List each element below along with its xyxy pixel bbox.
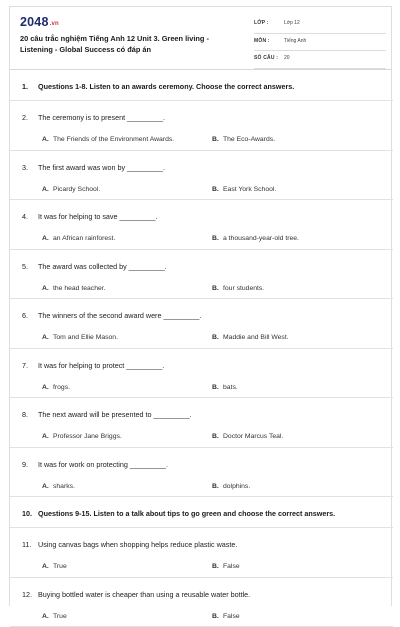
question-prompt: Using canvas bags when shopping helps reduce plastic waste.: [38, 540, 237, 549]
question-prompt: The winners of the second award were _________.: [38, 311, 201, 320]
answer-option-b[interactable]: [212, 334, 289, 341]
option-text: Tom and Ellie Mason.: [53, 334, 118, 341]
option-text: frogs.: [53, 384, 70, 391]
option-letter: A.: [42, 433, 53, 440]
option-text: a thousand-year-old tree.: [223, 235, 299, 242]
option-letter: A.: [42, 563, 53, 570]
option-text: The Friends of the Environment Awards.: [53, 136, 174, 143]
question-number: 5.: [22, 262, 38, 271]
question-item: [10, 200, 393, 250]
meta-label: MÔN :: [254, 38, 270, 44]
option-text: East York School.: [223, 186, 276, 193]
question-item: [10, 528, 393, 578]
question-item: [10, 349, 393, 399]
question-text: [22, 590, 250, 599]
worksheet-header: [10, 7, 391, 70]
question-item: [10, 250, 393, 300]
question-text: [22, 311, 201, 320]
option-letter: B.: [212, 136, 223, 143]
option-letter: A.: [42, 235, 53, 242]
answer-option-b[interactable]: [212, 186, 276, 193]
question-text: [22, 262, 167, 271]
answer-option-b[interactable]: [212, 563, 240, 570]
option-letter: A.: [42, 384, 53, 391]
option-text: True: [53, 563, 67, 570]
answer-option-b[interactable]: [212, 483, 250, 490]
question-text: [22, 163, 165, 172]
answer-option-a[interactable]: [42, 613, 67, 620]
option-letter: B.: [212, 563, 223, 570]
answer-option-a[interactable]: [42, 384, 70, 391]
answer-option-a[interactable]: [42, 235, 115, 242]
question-prompt: The next award will be presented to _________.: [38, 410, 191, 419]
question-text: [22, 82, 294, 91]
question-item: [10, 448, 393, 498]
site-logo[interactable]: [20, 15, 59, 29]
question-text: [22, 361, 164, 370]
meta-row-subject: [254, 34, 386, 52]
question-prompt: Buying bottled water is cheaper than using a reusable water bottle.: [38, 590, 250, 599]
meta-info: [254, 16, 386, 69]
question-text: [22, 509, 335, 518]
question-item: [10, 101, 393, 151]
answer-option-a[interactable]: [42, 433, 122, 440]
question-text: [22, 113, 165, 122]
option-letter: B.: [212, 186, 223, 193]
question-number: 4.: [22, 212, 38, 221]
option-letter: A.: [42, 285, 53, 292]
question-prompt: It was for work on protecting _________.: [38, 460, 168, 469]
question-prompt: The ceremony is to present _________.: [38, 113, 165, 122]
answer-option-b[interactable]: [212, 433, 283, 440]
option-text: dolphins.: [223, 483, 250, 490]
question-item: [10, 497, 393, 528]
question-text: [22, 410, 191, 419]
logo-suffix: .vn: [50, 21, 59, 27]
answer-option-a[interactable]: [42, 483, 75, 490]
answer-option-b[interactable]: [212, 285, 264, 292]
option-letter: B.: [212, 483, 223, 490]
option-letter: B.: [212, 613, 223, 620]
question-number: 9.: [22, 460, 38, 469]
question-item: [10, 299, 393, 349]
worksheet-page: [9, 6, 392, 606]
option-text: True: [53, 613, 67, 620]
question-number: 1.: [22, 82, 38, 91]
option-letter: A.: [42, 483, 53, 490]
answer-option-a[interactable]: [42, 285, 106, 292]
option-letter: A.: [42, 136, 53, 143]
question-item: [10, 151, 393, 201]
question-prompt: It was for helping to save _________.: [38, 212, 157, 221]
answer-option-a[interactable]: [42, 334, 118, 341]
option-letter: A.: [42, 186, 53, 193]
option-letter: B.: [212, 334, 223, 341]
meta-value: Tiếng Anh: [284, 38, 306, 44]
question-number: 2.: [22, 113, 38, 122]
option-text: sharks.: [53, 483, 75, 490]
question-prompt: The award was collected by _________.: [38, 262, 167, 271]
question-item: [10, 398, 393, 448]
question-prompt: Questions 1-8. Listen to an awards ceremony. Choose the correct answers.: [38, 82, 294, 91]
option-text: Doctor Marcus Teal.: [223, 433, 283, 440]
option-letter: B.: [212, 285, 223, 292]
question-prompt: The first award was won by _________.: [38, 163, 165, 172]
option-text: Professor Jane Briggs.: [53, 433, 122, 440]
option-text: the head teacher.: [53, 285, 106, 292]
option-letter: B.: [212, 433, 223, 440]
meta-row-class: [254, 16, 386, 34]
option-letter: B.: [212, 235, 223, 242]
option-text: The Eco-Awards.: [223, 136, 275, 143]
question-text: [22, 540, 237, 549]
answer-option-b[interactable]: [212, 613, 240, 620]
question-number: 10.: [22, 509, 38, 518]
meta-label: SỐ CÂU :: [254, 55, 278, 61]
question-number: 6.: [22, 311, 38, 320]
answer-option-a[interactable]: [42, 136, 174, 143]
meta-row-count: [254, 51, 386, 69]
option-text: four students.: [223, 285, 264, 292]
question-prompt: Questions 9-15. Listen to a talk about tips to go green and choose the correct answers.: [38, 509, 335, 518]
meta-value: 20: [284, 55, 290, 61]
option-text: Maddie and Bill West.: [223, 334, 289, 341]
option-letter: B.: [212, 384, 223, 391]
question-number: 3.: [22, 163, 38, 172]
question-number: 7.: [22, 361, 38, 370]
logo-text: 2048: [20, 15, 49, 29]
answer-option-a[interactable]: [42, 563, 67, 570]
question-prompt: It was for helping to protect _________.: [38, 361, 164, 370]
option-text: Picardy School.: [53, 186, 100, 193]
question-number: 11.: [22, 540, 38, 549]
meta-label: LỚP :: [254, 20, 269, 26]
question-item: [10, 578, 393, 627]
option-letter: A.: [42, 334, 53, 341]
question-item: [10, 70, 393, 101]
option-text: bats.: [223, 384, 238, 391]
page-title: 20 câu trắc nghiệm Tiếng Anh 12 Unit 3. Green living - Listening - Global Success có đáp án: [20, 34, 242, 55]
option-text: False: [223, 563, 240, 570]
answer-option-b[interactable]: [212, 384, 238, 391]
answer-option-a[interactable]: [42, 186, 100, 193]
question-text: [22, 212, 157, 221]
meta-value: Lớp 12: [284, 20, 300, 26]
question-number: 12.: [22, 590, 38, 599]
option-text: an African rainforest.: [53, 235, 115, 242]
question-list: [10, 70, 393, 627]
question-text: [22, 460, 168, 469]
question-number: 8.: [22, 410, 38, 419]
option-text: False: [223, 613, 240, 620]
option-letter: A.: [42, 613, 53, 620]
answer-option-b[interactable]: [212, 235, 299, 242]
answer-option-b[interactable]: [212, 136, 275, 143]
